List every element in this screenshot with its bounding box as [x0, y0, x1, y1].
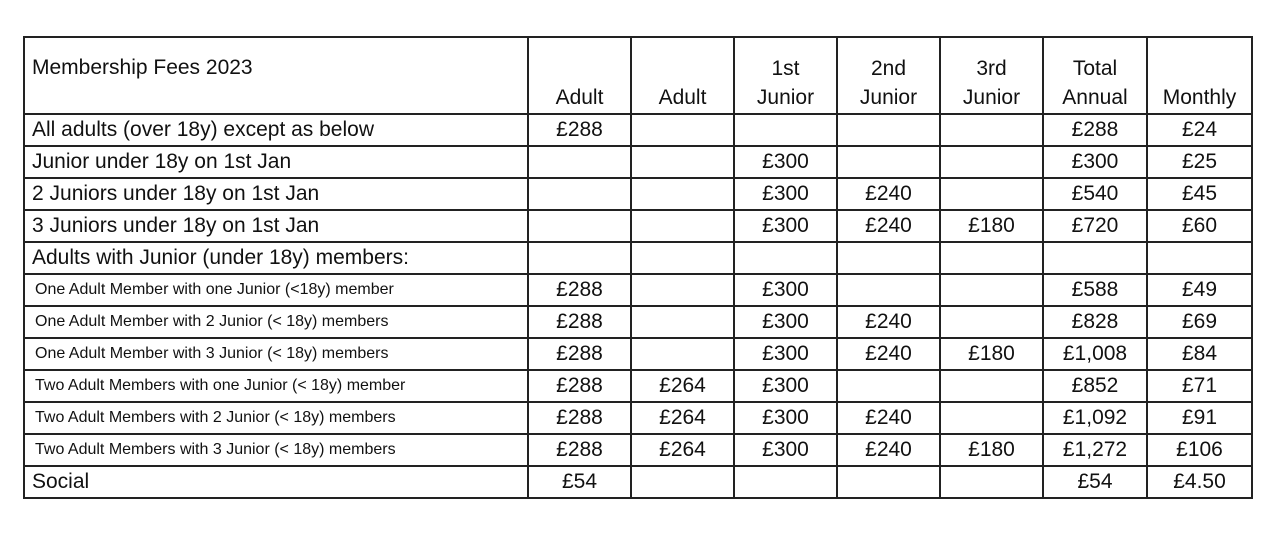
fee-cell: £300 [734, 210, 837, 242]
header-row [24, 37, 1252, 114]
fee-cell: £240 [837, 402, 940, 434]
fee-cell: £300 [734, 370, 837, 402]
fee-cell: £288 [1043, 114, 1147, 146]
table-row [24, 306, 1252, 338]
fee-cell: £288 [528, 274, 631, 306]
column-header-text: Monthly [1162, 86, 1237, 109]
fee-cell: £264 [631, 402, 734, 434]
fee-cell [940, 370, 1043, 402]
column-header-text: 2nd [870, 57, 907, 80]
row-label: Two Adult Members with one Junior (< 18y) member [24, 370, 528, 402]
fee-cell [940, 242, 1043, 274]
column-header-2nd-junior [837, 37, 940, 114]
column-header-3rd-junior [940, 37, 1043, 114]
fee-cell: £300 [734, 146, 837, 178]
fee-cell [940, 466, 1043, 498]
fee-cell: £852 [1043, 370, 1147, 402]
fee-cell: £106 [1147, 434, 1252, 466]
column-header-adult-2 [631, 37, 734, 114]
fee-cell [734, 114, 837, 146]
column-header-text: Junior [756, 86, 815, 109]
table-row [24, 146, 1252, 178]
column-header-total-annual [1043, 37, 1147, 114]
row-label: Adults with Junior (under 18y) members: [24, 242, 528, 274]
fee-cell [940, 274, 1043, 306]
row-label: All adults (over 18y) except as below [24, 114, 528, 146]
fee-cell: £300 [734, 178, 837, 210]
fee-cell: £288 [528, 114, 631, 146]
fee-cell: £180 [940, 338, 1043, 370]
fee-cell [940, 146, 1043, 178]
column-header-text: 3rd [976, 57, 1007, 80]
fee-cell: £300 [734, 434, 837, 466]
table-title: Membership Fees 2023 [24, 37, 528, 114]
row-label: Social [24, 466, 528, 498]
table-row [24, 370, 1252, 402]
fee-cell [940, 402, 1043, 434]
fee-cell [631, 274, 734, 306]
fee-cell: £300 [734, 338, 837, 370]
fee-cell: £300 [734, 402, 837, 434]
fee-cell: £288 [528, 338, 631, 370]
row-label: Two Adult Members with 2 Junior (< 18y) members [24, 402, 528, 434]
column-header-1st-junior [734, 37, 837, 114]
fee-cell: £288 [528, 402, 631, 434]
fee-cell: £180 [940, 434, 1043, 466]
fee-cell [631, 178, 734, 210]
fee-cell: £288 [528, 370, 631, 402]
fee-cell: £720 [1043, 210, 1147, 242]
fee-cell: £264 [631, 434, 734, 466]
table-row [24, 178, 1252, 210]
column-header-adult-1 [528, 37, 631, 114]
fee-cell: £540 [1043, 178, 1147, 210]
column-header-text: Adult [658, 86, 707, 109]
column-header-monthly [1147, 37, 1252, 114]
fee-cell [631, 146, 734, 178]
fee-cell [631, 210, 734, 242]
fee-cell: £300 [734, 274, 837, 306]
fee-cell: £240 [837, 306, 940, 338]
table-row [24, 434, 1252, 466]
table-row [24, 114, 1252, 146]
fee-cell [528, 146, 631, 178]
fee-cell: £240 [837, 210, 940, 242]
row-label: 2 Juniors under 18y on 1st Jan [24, 178, 528, 210]
fee-cell: £49 [1147, 274, 1252, 306]
fee-cell [528, 178, 631, 210]
fee-cell: £288 [528, 306, 631, 338]
column-header-text: Annual [1062, 86, 1128, 109]
fee-cell: £71 [1147, 370, 1252, 402]
fee-rows [24, 114, 1252, 498]
membership-fees-table [23, 36, 1253, 499]
fee-cell: £54 [1043, 466, 1147, 498]
fee-cell [940, 178, 1043, 210]
fee-cell: £240 [837, 434, 940, 466]
fee-cell: £180 [940, 210, 1043, 242]
table-row [24, 466, 1252, 498]
fee-cell [837, 274, 940, 306]
row-label: Junior under 18y on 1st Jan [24, 146, 528, 178]
fee-cell: £588 [1043, 274, 1147, 306]
fee-cell: £240 [837, 338, 940, 370]
row-label: Two Adult Members with 3 Junior (< 18y) members [24, 434, 528, 466]
row-label: One Adult Member with 2 Junior (< 18y) members [24, 306, 528, 338]
column-header-text: 1st [771, 57, 800, 80]
row-label: 3 Juniors under 18y on 1st Jan [24, 210, 528, 242]
fee-cell: £91 [1147, 402, 1252, 434]
fee-cell [837, 466, 940, 498]
fee-cell [528, 210, 631, 242]
column-header-text: Total [1072, 57, 1118, 80]
fee-cell [528, 242, 631, 274]
fee-cell [1147, 242, 1252, 274]
fee-cell: £300 [1043, 146, 1147, 178]
fee-cell: £24 [1147, 114, 1252, 146]
fee-cell: £84 [1147, 338, 1252, 370]
fee-cell [631, 114, 734, 146]
fee-cell: £54 [528, 466, 631, 498]
fee-cell: £1,272 [1043, 434, 1147, 466]
fee-cell: £300 [734, 306, 837, 338]
fee-cell [837, 146, 940, 178]
column-header-text: Junior [962, 86, 1021, 109]
fee-cell [631, 466, 734, 498]
fee-cell: £264 [631, 370, 734, 402]
table-row [24, 210, 1252, 242]
fee-cell [734, 242, 837, 274]
fee-cell: £25 [1147, 146, 1252, 178]
fee-cell: £4.50 [1147, 466, 1252, 498]
fee-cell [1043, 242, 1147, 274]
fee-cell: £60 [1147, 210, 1252, 242]
fee-cell [837, 370, 940, 402]
table-row [24, 274, 1252, 306]
fee-cell [734, 466, 837, 498]
fee-cell: £69 [1147, 306, 1252, 338]
fee-cell: £1,008 [1043, 338, 1147, 370]
fee-cell: £1,092 [1043, 402, 1147, 434]
fee-cell: £288 [528, 434, 631, 466]
column-header-text: Adult [555, 86, 604, 109]
fee-cell: £828 [1043, 306, 1147, 338]
row-label: One Adult Member with one Junior (<18y) member [24, 274, 528, 306]
fee-cell [631, 338, 734, 370]
fee-cell [837, 114, 940, 146]
fee-cell [837, 242, 940, 274]
column-header-text: Junior [859, 86, 918, 109]
fee-cell: £45 [1147, 178, 1252, 210]
table-row [24, 338, 1252, 370]
table-row [24, 242, 1252, 274]
table-row [24, 402, 1252, 434]
fee-cell [940, 114, 1043, 146]
fee-cell [631, 242, 734, 274]
fee-cell [631, 306, 734, 338]
fee-cell [940, 306, 1043, 338]
fee-cell: £240 [837, 178, 940, 210]
row-label: One Adult Member with 3 Junior (< 18y) members [24, 338, 528, 370]
